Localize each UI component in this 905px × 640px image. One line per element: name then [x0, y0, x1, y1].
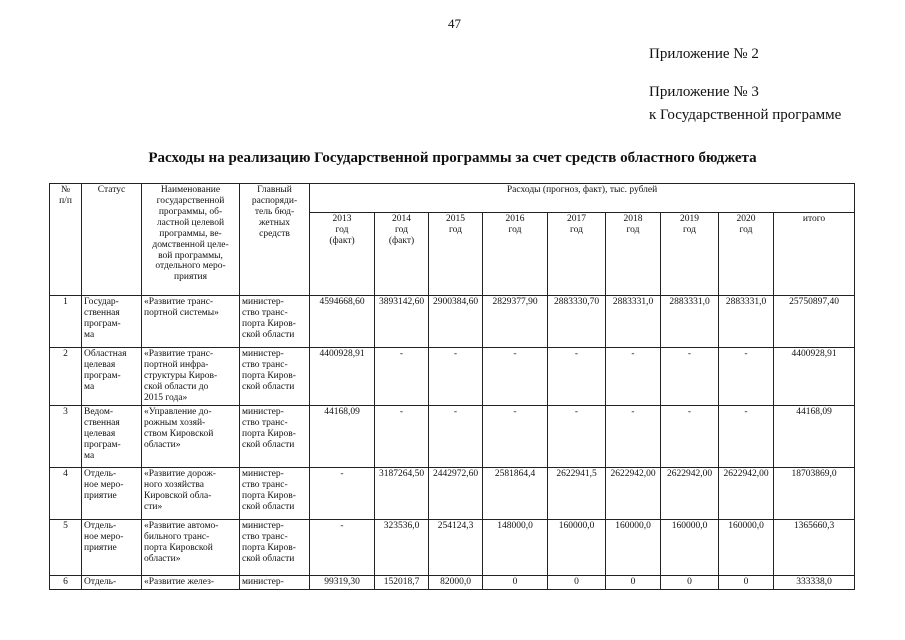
- row-status: Отдель- ное меро- приятие: [82, 520, 142, 576]
- row-year-value: 160000,0: [719, 520, 774, 576]
- row-year-value: -: [429, 348, 483, 406]
- row-year-value: -: [548, 406, 606, 468]
- row-total: 1365660,3: [774, 520, 855, 576]
- row-year-value: 2622942,00: [661, 468, 719, 520]
- budget-table: [49, 183, 855, 590]
- table-row: [50, 468, 855, 520]
- header-year-2015: 2015 год: [429, 213, 483, 296]
- row-year-value: -: [375, 348, 429, 406]
- row-year-value: -: [375, 406, 429, 468]
- header-total: итого: [774, 213, 855, 296]
- row-year-value: 2900384,60: [429, 296, 483, 348]
- row-year-value: 4400928,91: [310, 348, 375, 406]
- row-status: Отдель-: [82, 576, 142, 590]
- row-year-value: 0: [719, 576, 774, 590]
- row-status: Отдель- ное меро- приятие: [82, 468, 142, 520]
- row-name: «Развитие транс- портной инфра- структуры Киров- ской области до 2015 года»: [142, 348, 240, 406]
- row-year-value: 0: [606, 576, 661, 590]
- row-year-value: 2622942,00: [606, 468, 661, 520]
- row-year-value: -: [606, 406, 661, 468]
- header-year-2013: 2013 год (факт): [310, 213, 375, 296]
- header-name: Наименование государственной программы, об- ластной целевой программы, ве- домственной целе- вой программы, отдельного меро- приятия: [142, 184, 240, 296]
- row-admin: министер- ство транс- порта Киров- ской области: [240, 520, 310, 576]
- row-total: 18703869,0: [774, 468, 855, 520]
- row-year-value: 2883331,0: [719, 296, 774, 348]
- row-year-value: -: [310, 468, 375, 520]
- row-status: Государ- ственная програм- ма: [82, 296, 142, 348]
- row-year-value: -: [429, 406, 483, 468]
- row-admin: министер- ство транс- порта Киров- ской области: [240, 468, 310, 520]
- row-total: 333338,0: [774, 576, 855, 590]
- row-year-value: 99319,30: [310, 576, 375, 590]
- row-year-value: 4594668,60: [310, 296, 375, 348]
- row-number: 1: [50, 296, 82, 348]
- row-year-value: 323536,0: [375, 520, 429, 576]
- page-number: 47: [448, 16, 461, 31]
- header-year-2020: 2020 год: [719, 213, 774, 296]
- header-expenses-group: Расходы (прогноз, факт), тыс. рублей: [310, 184, 855, 213]
- row-year-value: 2883330,70: [548, 296, 606, 348]
- header-admin: Главный распоряди- тель бюд- жетных средств: [240, 184, 310, 296]
- row-year-value: 2883331,0: [661, 296, 719, 348]
- row-number: 6: [50, 576, 82, 590]
- row-admin: министер- ство транс- порта Киров- ской области: [240, 406, 310, 468]
- row-name: «Развитие дорож- ного хозяйства Кировской обла- сти»: [142, 468, 240, 520]
- row-admin: министер- ство транс- порта Киров- ской области: [240, 296, 310, 348]
- row-name: «Развитие желез-: [142, 576, 240, 590]
- row-year-value: -: [548, 348, 606, 406]
- table-body: [50, 296, 855, 590]
- row-year-value: 2581864,4: [483, 468, 548, 520]
- row-year-value: 254124,3: [429, 520, 483, 576]
- table-row: [50, 406, 855, 468]
- table-row: [50, 576, 855, 590]
- row-year-value: 3893142,60: [375, 296, 429, 348]
- row-total: 25750897,40: [774, 296, 855, 348]
- row-total: 44168,09: [774, 406, 855, 468]
- row-year-value: 152018,7: [375, 576, 429, 590]
- row-year-value: -: [661, 348, 719, 406]
- table-row: [50, 296, 855, 348]
- row-number: 3: [50, 406, 82, 468]
- row-year-value: 0: [483, 576, 548, 590]
- row-year-value: -: [483, 348, 548, 406]
- row-year-value: -: [661, 406, 719, 468]
- appendix-line-1: Приложение № 2: [649, 46, 759, 62]
- row-number: 5: [50, 520, 82, 576]
- header-year-2018: 2018 год: [606, 213, 661, 296]
- row-year-value: -: [483, 406, 548, 468]
- row-year-value: 160000,0: [661, 520, 719, 576]
- row-status: Ведом- ственная целевая програм- ма: [82, 406, 142, 468]
- row-number: 2: [50, 348, 82, 406]
- row-number: 4: [50, 468, 82, 520]
- row-year-value: -: [606, 348, 661, 406]
- row-year-value: -: [719, 348, 774, 406]
- table-row: [50, 348, 855, 406]
- row-total: 4400928,91: [774, 348, 855, 406]
- appendix-line-3: к Государственной программе: [649, 107, 842, 123]
- row-year-value: -: [719, 406, 774, 468]
- row-year-value: 160000,0: [548, 520, 606, 576]
- row-admin: министер- ство транс- порта Киров- ской области: [240, 348, 310, 406]
- header-status: Статус: [82, 184, 142, 296]
- table-row: [50, 520, 855, 576]
- row-name: «Развитие транс- портной системы»: [142, 296, 240, 348]
- row-admin: министер-: [240, 576, 310, 590]
- header-year-2017: 2017 год: [548, 213, 606, 296]
- row-year-value: 3187264,50: [375, 468, 429, 520]
- header-year-2016: 2016 год: [483, 213, 548, 296]
- row-year-value: -: [310, 520, 375, 576]
- row-year-value: 160000,0: [606, 520, 661, 576]
- row-name: «Управление до- рожным хозяй- ством Кировской области»: [142, 406, 240, 468]
- row-year-value: 148000,0: [483, 520, 548, 576]
- appendix-line-2: Приложение № 3: [649, 84, 759, 100]
- row-year-value: 2442972,60: [429, 468, 483, 520]
- row-year-value: 0: [661, 576, 719, 590]
- header-year-2014: 2014 год (факт): [375, 213, 429, 296]
- document-title: Расходы на реализацию Государственной программы за счет средств областного бюджета: [148, 150, 757, 166]
- header-year-2019: 2019 год: [661, 213, 719, 296]
- row-year-value: 44168,09: [310, 406, 375, 468]
- row-year-value: 2622941,5: [548, 468, 606, 520]
- row-year-value: 0: [548, 576, 606, 590]
- row-name: «Развитие автомо- бильного транс- порта Кировской области»: [142, 520, 240, 576]
- row-year-value: 82000,0: [429, 576, 483, 590]
- row-year-value: 2622942,00: [719, 468, 774, 520]
- row-year-value: 2883331,0: [606, 296, 661, 348]
- row-year-value: 2829377,90: [483, 296, 548, 348]
- row-status: Областная целевая програм- ма: [82, 348, 142, 406]
- header-no: № п/п: [50, 184, 82, 296]
